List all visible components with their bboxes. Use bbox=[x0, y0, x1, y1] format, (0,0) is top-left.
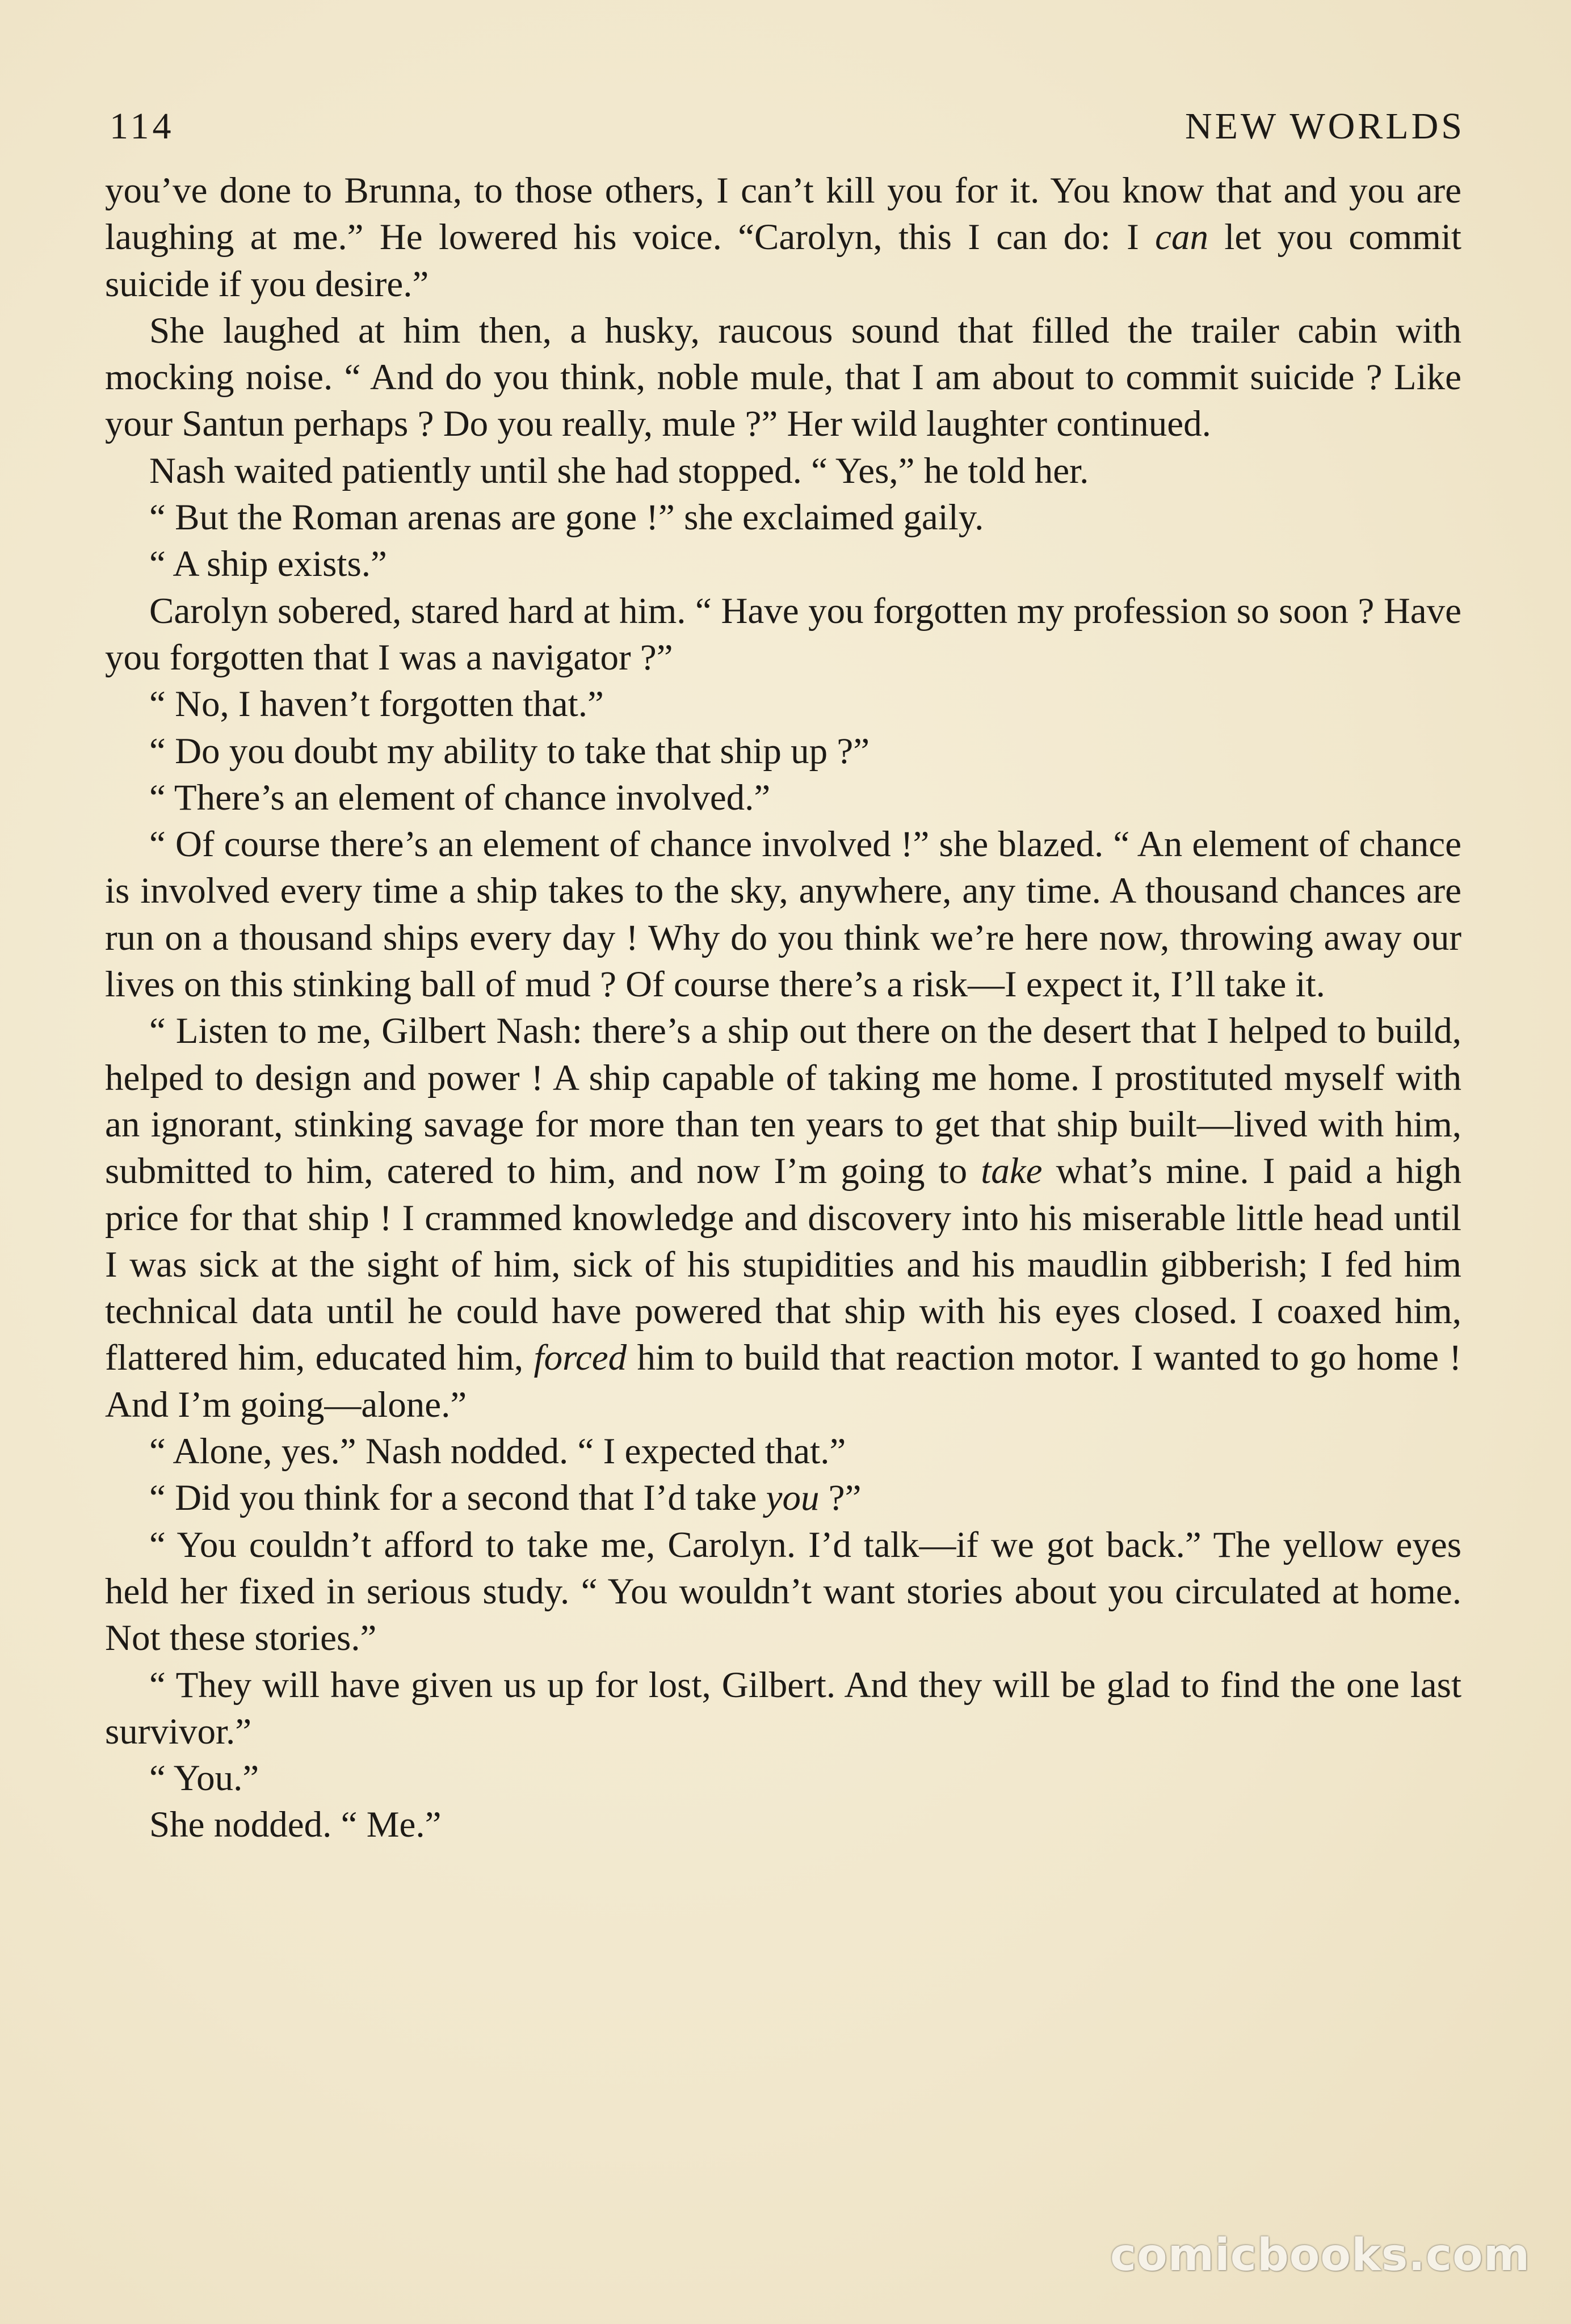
page-number: 114 bbox=[110, 106, 175, 147]
text-run: “ Do you doubt my ability to take that ship up ?” bbox=[149, 730, 870, 772]
text-run: Carolyn sobered, stared hard at him. “ Have you forgotten my profession so soon ? Have you forgotten that I was a navigator ?” bbox=[105, 590, 1461, 678]
emphasis: you bbox=[766, 1477, 820, 1519]
text-run: ?” bbox=[819, 1477, 862, 1519]
paragraph bbox=[105, 541, 1461, 587]
paragraph bbox=[105, 588, 1461, 681]
text-run: “ They will have given us up for lost, Gilbert. And they will be glad to find the one last survivor.” bbox=[105, 1664, 1461, 1752]
paragraph bbox=[105, 1008, 1461, 1428]
text-run: “ But the Roman arenas are gone !” she exclaimed gaily. bbox=[149, 497, 984, 538]
text-run: “ Of course there’s an element of chance involved !” she blazed. “ An element of chance is involved every time a ship takes to the sky, anywhere, any time. A thousand chances are run on a thousand ships every day ! Why do you think we’re here now, throwing away our lives on this stinking ball of mud ? Of course there’s a risk—I expect it, I’ll take it. bbox=[105, 824, 1461, 1005]
paragraph bbox=[105, 821, 1461, 1008]
text-run: She nodded. “ Me.” bbox=[149, 1804, 442, 1846]
emphasis: take bbox=[981, 1151, 1043, 1192]
paragraph bbox=[105, 1522, 1461, 1662]
text-run: “ There’s an element of chance involved.” bbox=[149, 777, 771, 818]
page-content bbox=[105, 99, 1465, 1849]
text-run: “ A ship exists.” bbox=[149, 544, 387, 585]
paragraph bbox=[105, 1475, 1461, 1521]
text-run: “ You.” bbox=[149, 1758, 259, 1799]
running-head bbox=[105, 99, 1465, 167]
text-run: “ No, I haven’t forgotten that.” bbox=[149, 684, 604, 725]
text-run: “ Did you think for a second that I’d take bbox=[149, 1477, 766, 1519]
paragraph bbox=[105, 728, 1461, 774]
text-run: what’s mine. I paid a high price for that ship ! I crammed knowledge and discovery into his miserable little head until I was sick at the sight of him, sick of his stupidities and his maudlin gibberish; I fed him technical data until he could have powered that ship with his eyes closed. I coaxed him, flattered him, educated him, bbox=[105, 1151, 1461, 1379]
paragraph bbox=[105, 1801, 1461, 1848]
text-run: let you commit suicide if you desire.” bbox=[105, 217, 1461, 305]
paragraph bbox=[105, 1662, 1461, 1755]
body-text bbox=[105, 167, 1461, 1849]
text-run: She laughed at him then, a husky, raucous sound that filled the trailer cabin with mocking noise. “ And do you think, noble mule, that I am about to commit suicide ? Like your Santun perhaps ? Do you really, mule ?” Her wild laughter continued. bbox=[105, 310, 1461, 445]
paragraph bbox=[105, 1428, 1461, 1475]
paragraph bbox=[105, 448, 1461, 494]
text-run: “ You couldn’t afford to take me, Carolyn. I’d talk—if we got back.” The yellow eyes held her fixed in serious study. “ You wouldn’t want stories about you circulated at home. Not these stories.” bbox=[105, 1524, 1461, 1659]
text-run: Nash waited patiently until she had stopped. “ Yes,” he told her. bbox=[149, 450, 1089, 491]
text-run: “ Alone, yes.” Nash nodded. “ I expected that.” bbox=[149, 1431, 846, 1472]
paragraph bbox=[105, 681, 1461, 727]
watermark: comicbooks.com bbox=[1110, 2230, 1530, 2281]
paragraph bbox=[105, 1755, 1461, 1801]
text-run: “ Listen to me, Gilbert Nash: there’s a ship out there on the desert that I helped to build, helped to design and power ! A ship capable of taking me home. I prostituted myself with an ignorant, stinking savage for more than ten years to get that ship built—lived with him, submitted to him, catered to him, and now I’m going to bbox=[105, 1011, 1461, 1192]
paragraph bbox=[105, 494, 1461, 541]
emphasis: forced bbox=[534, 1337, 627, 1379]
text-run: you’ve done to Brunna, to those others, I can’t kill you for it. You know that and you are laughing at me.” He lowered his voice. “Carolyn, this I can do: I bbox=[105, 170, 1461, 258]
text-run: him to build that reaction motor. I wanted to go home ! And I’m going—alone.” bbox=[105, 1337, 1462, 1425]
emphasis: can bbox=[1155, 217, 1208, 258]
paragraph bbox=[105, 774, 1461, 821]
paragraph bbox=[105, 167, 1461, 308]
running-title: NEW WORLDS bbox=[1184, 106, 1465, 147]
paragraph bbox=[105, 308, 1461, 448]
